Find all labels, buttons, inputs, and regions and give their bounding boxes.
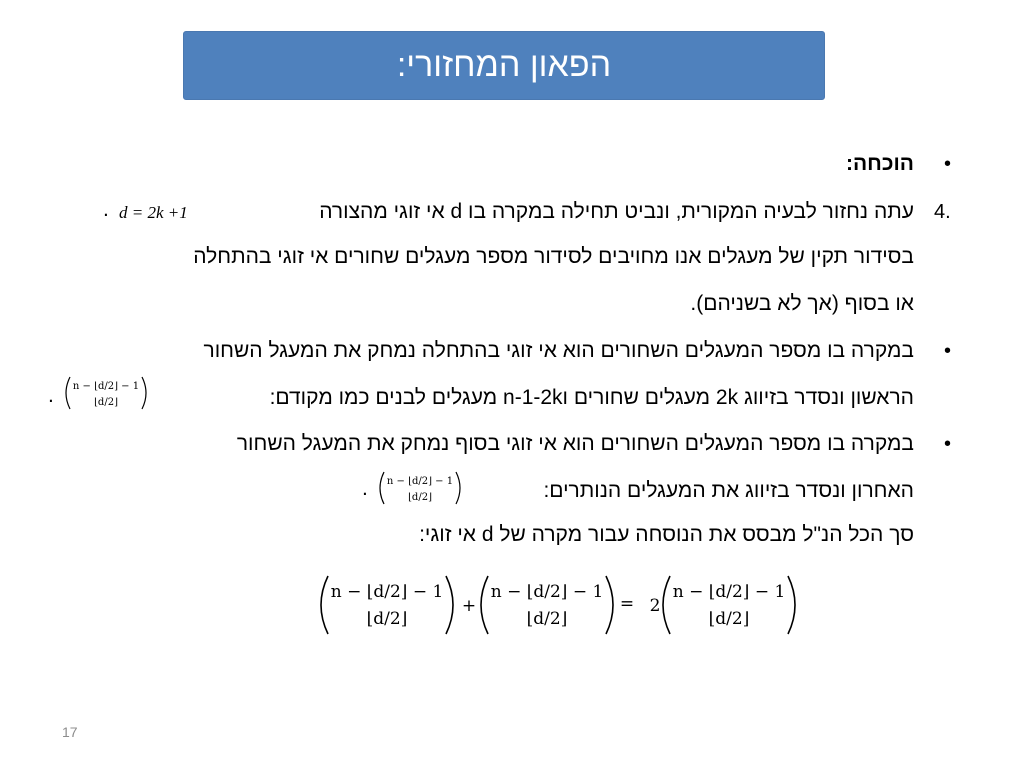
line-g-period: . (362, 477, 368, 500)
text-line-e: הראשון ונסדר בזיווג 2k מעגלים שחורים וn-1-2k מעגלים לבנים כמו מקודם: (269, 386, 914, 409)
bullet-marker: • (944, 340, 952, 362)
bullet-marker: • (944, 433, 952, 455)
binomial-term-2 (481, 576, 613, 634)
binom-top-text: n − ⌊d/2⌋ − 1 (672, 582, 786, 602)
summation-formula (312, 572, 802, 638)
binom-bottom-text: ⌊d/2⌋ (708, 609, 750, 629)
binom-top-text: n − ⌊d/2⌋ − 1 (386, 476, 454, 487)
binom-bottom-text: ⌊d/2⌋ (366, 609, 408, 629)
coefficient-two: 2 (649, 596, 661, 616)
binomial-term-1 (321, 576, 453, 634)
text-line-f: במקרה בו מספר המעגלים השחורים הוא אי זוגי בסוף נמחק את המעגל השחור (236, 432, 914, 455)
line-a-period: . (103, 198, 109, 221)
text-line-d: במקרה בו מספר המעגלים השחורים הוא אי זוגי בהתחלה נמחק את המעגל השחור (203, 339, 914, 362)
item-number: 4. (934, 201, 951, 223)
text-line-h: סך הכל הנ"ל מבסס את הנוסחה עבור מקרה של d אי זוגי: (419, 523, 914, 546)
equals-sign: = (619, 594, 635, 614)
proof-heading: הוכחה: (845, 152, 914, 175)
binomial-small-2 (374, 469, 466, 507)
binom-top-text: n − ⌊d/2⌋ − 1 (330, 582, 444, 602)
binom-top-text: n − ⌊d/2⌋ − 1 (490, 582, 604, 602)
plus-sign: + (461, 596, 477, 616)
slide-title-bar (183, 31, 825, 100)
text-line-b: בסידור תקין של מעגלים אנו מחויבים לסידור מספר מעגלים שחורים אי זוגי בהתחלה (193, 245, 914, 268)
binomial-term-3 (663, 576, 795, 634)
binom-bottom-text: ⌊d/2⌋ (94, 397, 118, 408)
bullet-marker: • (944, 153, 952, 175)
formula-d-eq-2k-plus-1: d = 2k +1 (119, 203, 188, 222)
slide-page-number: 17 (62, 724, 78, 740)
binom-bottom-text: ⌊d/2⌋ (408, 492, 432, 503)
slide-title: הפאון המחזורי: (396, 46, 612, 84)
text-line-g: האחרון ונסדר בזיווג את המעגלים הנותרים: (543, 479, 914, 502)
binomial-small-1 (60, 374, 152, 412)
binom-top-text: n − ⌊d/2⌋ − 1 (72, 381, 140, 392)
binom-bottom-text: ⌊d/2⌋ (526, 609, 568, 629)
line-e-period: . (48, 384, 54, 407)
text-line-c: או בסוף (אך לא בשניהם). (690, 292, 914, 315)
text-line-a: עתה נחזור לבעיה המקורית, ונביט תחילה במקרה בו d אי זוגי מהצורה (319, 200, 914, 223)
